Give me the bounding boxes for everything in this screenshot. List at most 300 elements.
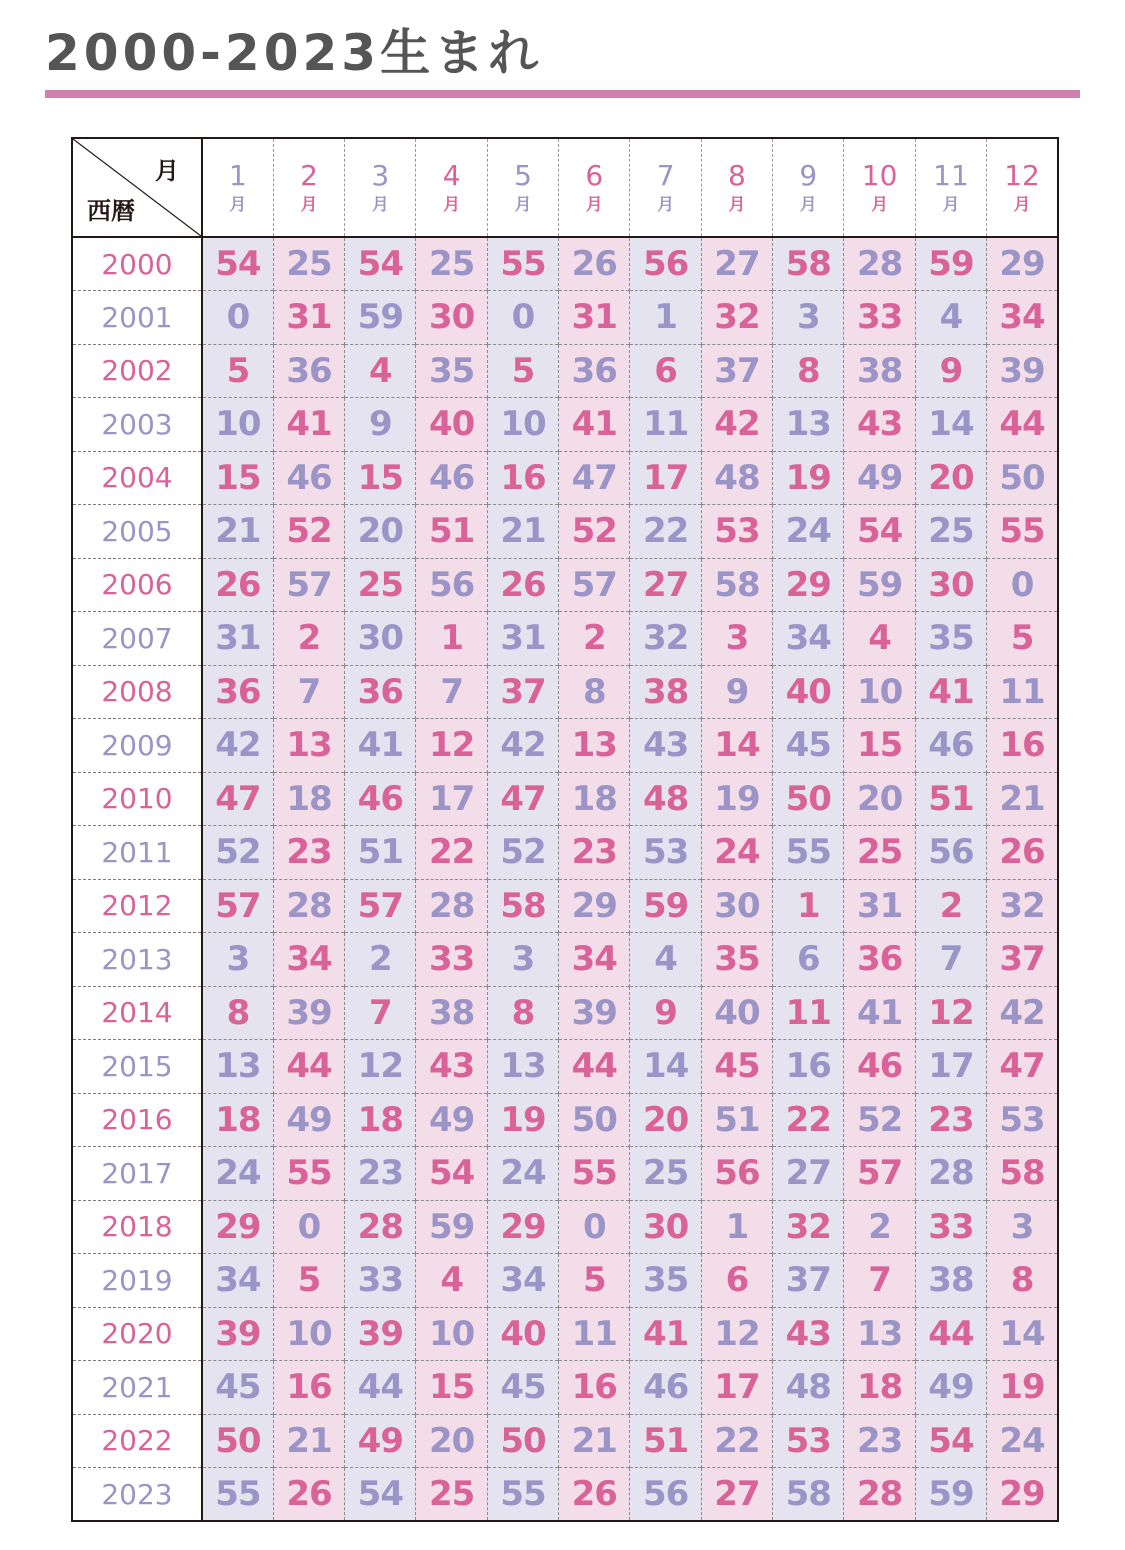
value-cell: 38: [844, 344, 915, 398]
value-cell: 42: [987, 986, 1058, 1040]
table-row: [72, 933, 1058, 987]
value-cell: 5: [987, 612, 1058, 666]
value-cell: 36: [273, 344, 344, 398]
value-cell: 41: [345, 719, 416, 773]
value-cell: 35: [630, 1254, 701, 1308]
title-underline: [45, 90, 1080, 98]
value-cell: 31: [487, 612, 558, 666]
value-cell: 57: [345, 879, 416, 933]
value-cell: 21: [487, 505, 558, 559]
value-cell: 13: [202, 1040, 273, 1094]
year-cell: 2009: [72, 719, 202, 773]
value-cell: 59: [416, 1200, 487, 1254]
value-cell: 59: [630, 879, 701, 933]
value-cell: 38: [416, 986, 487, 1040]
value-cell: 6: [630, 344, 701, 398]
value-cell: 27: [773, 1147, 844, 1201]
value-cell: 7: [844, 1254, 915, 1308]
value-cell: 23: [915, 1093, 986, 1147]
value-cell: 47: [559, 451, 630, 505]
value-cell: 46: [915, 719, 986, 773]
value-cell: 34: [773, 612, 844, 666]
month-header-9: [773, 138, 844, 237]
value-cell: 45: [701, 1040, 772, 1094]
value-cell: 57: [202, 879, 273, 933]
table-row: [72, 558, 1058, 612]
year-cell: 2005: [72, 505, 202, 559]
value-cell: 9: [915, 344, 986, 398]
value-cell: 44: [559, 1040, 630, 1094]
value-cell: 7: [273, 665, 344, 719]
value-cell: 27: [701, 237, 772, 291]
table-row: [72, 1468, 1058, 1522]
value-cell: 22: [773, 1093, 844, 1147]
value-cell: 56: [701, 1147, 772, 1201]
value-cell: 21: [987, 772, 1058, 826]
value-cell: 18: [273, 772, 344, 826]
value-cell: 14: [701, 719, 772, 773]
value-cell: 20: [345, 505, 416, 559]
value-cell: 6: [701, 1254, 772, 1308]
value-cell: 32: [987, 879, 1058, 933]
value-cell: 42: [701, 398, 772, 452]
month-header-10: [844, 138, 915, 237]
table-row: [72, 398, 1058, 452]
value-cell: 33: [844, 291, 915, 345]
value-cell: 25: [844, 826, 915, 880]
value-cell: 55: [487, 1468, 558, 1522]
value-cell: 11: [559, 1307, 630, 1361]
value-cell: 44: [345, 1361, 416, 1415]
value-cell: 47: [487, 772, 558, 826]
value-cell: 34: [487, 1254, 558, 1308]
value-cell: 1: [416, 612, 487, 666]
value-cell: 12: [416, 719, 487, 773]
value-cell: 4: [416, 1254, 487, 1308]
value-cell: 24: [701, 826, 772, 880]
month-header-5: [487, 138, 558, 237]
value-cell: 8: [559, 665, 630, 719]
value-cell: 4: [844, 612, 915, 666]
value-cell: 13: [487, 1040, 558, 1094]
value-cell: 31: [844, 879, 915, 933]
month-number: 2: [300, 158, 318, 192]
value-cell: 8: [773, 344, 844, 398]
header-row: [72, 138, 1058, 237]
value-cell: 41: [915, 665, 986, 719]
value-cell: 50: [202, 1414, 273, 1468]
value-cell: 51: [630, 1414, 701, 1468]
value-cell: 0: [202, 291, 273, 345]
value-cell: 16: [987, 719, 1058, 773]
value-cell: 39: [345, 1307, 416, 1361]
value-cell: 39: [987, 344, 1058, 398]
value-cell: 46: [345, 772, 416, 826]
table-row: [72, 1040, 1058, 1094]
value-cell: 37: [773, 1254, 844, 1308]
value-cell: 19: [773, 451, 844, 505]
value-cell: 45: [202, 1361, 273, 1415]
value-cell: 16: [773, 1040, 844, 1094]
value-cell: 40: [773, 665, 844, 719]
month-header-2: [273, 138, 344, 237]
value-cell: 28: [915, 1147, 986, 1201]
value-cell: 2: [273, 612, 344, 666]
value-cell: 40: [416, 398, 487, 452]
value-cell: 18: [559, 772, 630, 826]
table-row: [72, 826, 1058, 880]
value-cell: 51: [416, 505, 487, 559]
value-cell: 48: [773, 1361, 844, 1415]
value-cell: 32: [773, 1200, 844, 1254]
value-cell: 46: [273, 451, 344, 505]
year-cell: 2018: [72, 1200, 202, 1254]
table-row: [72, 1361, 1058, 1415]
value-cell: 23: [273, 826, 344, 880]
value-cell: 14: [987, 1307, 1058, 1361]
month-header-8: [701, 138, 772, 237]
value-cell: 0: [987, 558, 1058, 612]
value-cell: 31: [273, 291, 344, 345]
value-cell: 12: [345, 1040, 416, 1094]
month-unit: 月: [799, 194, 817, 215]
value-cell: 30: [416, 291, 487, 345]
value-cell: 9: [701, 665, 772, 719]
value-cell: 50: [559, 1093, 630, 1147]
month-unit: 月: [229, 194, 247, 215]
value-cell: 15: [844, 719, 915, 773]
year-cell: 2016: [72, 1093, 202, 1147]
value-cell: 56: [630, 237, 701, 291]
value-cell: 58: [773, 237, 844, 291]
table-row: [72, 1414, 1058, 1468]
value-cell: 26: [487, 558, 558, 612]
value-cell: 20: [416, 1414, 487, 1468]
value-cell: 49: [273, 1093, 344, 1147]
value-cell: 30: [701, 879, 772, 933]
value-cell: 54: [844, 505, 915, 559]
value-cell: 48: [630, 772, 701, 826]
value-cell: 39: [273, 986, 344, 1040]
value-cell: 46: [416, 451, 487, 505]
value-cell: 13: [844, 1307, 915, 1361]
table-row: [72, 1307, 1058, 1361]
value-cell: 2: [915, 879, 986, 933]
value-cell: 7: [915, 933, 986, 987]
value-cell: 23: [559, 826, 630, 880]
table-row: [72, 665, 1058, 719]
year-cell: 2017: [72, 1147, 202, 1201]
value-cell: 18: [345, 1093, 416, 1147]
value-cell: 24: [202, 1147, 273, 1201]
corner-cell: [72, 138, 202, 237]
month-number: 4: [442, 158, 461, 192]
table-row: [72, 719, 1058, 773]
value-cell: 55: [559, 1147, 630, 1201]
value-cell: 0: [273, 1200, 344, 1254]
value-cell: 56: [630, 1468, 701, 1522]
value-cell: 23: [844, 1414, 915, 1468]
year-cell: 2008: [72, 665, 202, 719]
value-cell: 2: [844, 1200, 915, 1254]
value-cell: 45: [487, 1361, 558, 1415]
value-cell: 42: [202, 719, 273, 773]
value-cell: 11: [987, 665, 1058, 719]
value-cell: 54: [345, 1468, 416, 1522]
value-cell: 52: [273, 505, 344, 559]
value-cell: 36: [345, 665, 416, 719]
value-cell: 5: [559, 1254, 630, 1308]
month-number: 3: [371, 158, 390, 192]
value-cell: 12: [915, 986, 986, 1040]
corner-month-label: 月: [155, 157, 179, 185]
value-cell: 55: [987, 505, 1058, 559]
value-cell: 22: [630, 505, 701, 559]
value-cell: 57: [844, 1147, 915, 1201]
value-cell: 16: [273, 1361, 344, 1415]
value-cell: 20: [915, 451, 986, 505]
value-cell: 3: [701, 612, 772, 666]
value-cell: 29: [773, 558, 844, 612]
month-header-1: [202, 138, 273, 237]
value-cell: 24: [773, 505, 844, 559]
value-cell: 21: [202, 505, 273, 559]
value-cell: 35: [416, 344, 487, 398]
month-number: 1: [229, 158, 247, 192]
value-cell: 35: [915, 612, 986, 666]
value-cell: 9: [630, 986, 701, 1040]
table-body: [72, 237, 1058, 1521]
value-cell: 41: [630, 1307, 701, 1361]
value-cell: 16: [559, 1361, 630, 1415]
page-title: 2000-2023生まれ: [45, 24, 543, 82]
value-cell: 36: [202, 665, 273, 719]
month-number: 9: [799, 158, 818, 192]
value-cell: 56: [416, 558, 487, 612]
value-cell: 37: [701, 344, 772, 398]
month-unit: 月: [585, 194, 603, 215]
value-cell: 50: [487, 1414, 558, 1468]
value-cell: 49: [915, 1361, 986, 1415]
month-header-7: [630, 138, 701, 237]
value-cell: 26: [559, 1468, 630, 1522]
value-cell: 30: [630, 1200, 701, 1254]
value-cell: 33: [915, 1200, 986, 1254]
value-cell: 5: [202, 344, 273, 398]
value-cell: 59: [844, 558, 915, 612]
month-number: 11: [933, 158, 969, 192]
value-cell: 31: [559, 291, 630, 345]
year-cell: 2002: [72, 344, 202, 398]
value-cell: 10: [202, 398, 273, 452]
year-cell: 2012: [72, 879, 202, 933]
value-cell: 4: [630, 933, 701, 987]
table-row: [72, 1254, 1058, 1308]
value-cell: 43: [630, 719, 701, 773]
value-cell: 0: [487, 291, 558, 345]
value-cell: 11: [773, 986, 844, 1040]
month-unit: 月: [514, 194, 532, 215]
year-cell: 2023: [72, 1468, 202, 1522]
value-cell: 8: [987, 1254, 1058, 1308]
value-cell: 30: [345, 612, 416, 666]
value-cell: 48: [701, 451, 772, 505]
value-cell: 50: [773, 772, 844, 826]
value-cell: 41: [273, 398, 344, 452]
year-cell: 2006: [72, 558, 202, 612]
table-row: [72, 451, 1058, 505]
value-cell: 0: [559, 1200, 630, 1254]
value-cell: 21: [273, 1414, 344, 1468]
value-cell: 34: [559, 933, 630, 987]
value-cell: 51: [915, 772, 986, 826]
month-unit: 月: [443, 194, 461, 215]
value-cell: 28: [273, 879, 344, 933]
value-cell: 51: [701, 1093, 772, 1147]
value-cell: 35: [701, 933, 772, 987]
value-cell: 4: [915, 291, 986, 345]
value-cell: 1: [701, 1200, 772, 1254]
value-cell: 17: [915, 1040, 986, 1094]
year-cell: 2003: [72, 398, 202, 452]
year-cell: 2000: [72, 237, 202, 291]
value-cell: 16: [487, 451, 558, 505]
value-cell: 28: [844, 1468, 915, 1522]
month-number: 8: [728, 158, 746, 192]
value-cell: 25: [630, 1147, 701, 1201]
table-row: [72, 237, 1058, 291]
value-cell: 59: [915, 237, 986, 291]
value-cell: 46: [844, 1040, 915, 1094]
value-cell: 26: [559, 237, 630, 291]
value-cell: 52: [559, 505, 630, 559]
month-unit: 月: [657, 194, 675, 215]
value-cell: 5: [487, 344, 558, 398]
month-header-3: [345, 138, 416, 237]
value-cell: 44: [987, 398, 1058, 452]
value-cell: 55: [202, 1468, 273, 1522]
value-cell: 36: [559, 344, 630, 398]
value-cell: 20: [844, 772, 915, 826]
value-cell: 44: [915, 1307, 986, 1361]
value-cell: 13: [773, 398, 844, 452]
value-cell: 55: [273, 1147, 344, 1201]
value-cell: 3: [987, 1200, 1058, 1254]
value-cell: 47: [987, 1040, 1058, 1094]
value-cell: 29: [487, 1200, 558, 1254]
month-header-11: [915, 138, 986, 237]
year-cell: 2011: [72, 826, 202, 880]
month-number: 12: [1004, 158, 1040, 192]
table-row: [72, 1093, 1058, 1147]
month-header-4: [416, 138, 487, 237]
value-cell: 46: [630, 1361, 701, 1415]
birth-table: [71, 137, 1059, 1522]
value-cell: 28: [345, 1200, 416, 1254]
value-cell: 55: [773, 826, 844, 880]
value-cell: 34: [273, 933, 344, 987]
value-cell: 23: [345, 1147, 416, 1201]
value-cell: 53: [701, 505, 772, 559]
month-number: 10: [861, 158, 898, 192]
value-cell: 53: [987, 1093, 1058, 1147]
value-cell: 15: [416, 1361, 487, 1415]
value-cell: 53: [773, 1414, 844, 1468]
value-cell: 50: [987, 451, 1058, 505]
value-cell: 24: [987, 1414, 1058, 1468]
month-number: 6: [585, 158, 604, 192]
table-row: [72, 1147, 1058, 1201]
month-unit: 月: [728, 194, 746, 215]
value-cell: 9: [345, 398, 416, 452]
value-cell: 22: [416, 826, 487, 880]
value-cell: 19: [701, 772, 772, 826]
year-cell: 2010: [72, 772, 202, 826]
month-unit: 月: [300, 194, 318, 215]
value-cell: 38: [630, 665, 701, 719]
table-row: [72, 986, 1058, 1040]
value-cell: 44: [273, 1040, 344, 1094]
value-cell: 3: [487, 933, 558, 987]
value-cell: 29: [559, 879, 630, 933]
value-cell: 3: [773, 291, 844, 345]
table-row: [72, 1200, 1058, 1254]
value-cell: 26: [987, 826, 1058, 880]
value-cell: 39: [559, 986, 630, 1040]
value-cell: 1: [630, 291, 701, 345]
month-number: 5: [514, 158, 532, 192]
value-cell: 15: [202, 451, 273, 505]
corner-year-label: 西暦: [87, 197, 135, 225]
value-cell: 45: [773, 719, 844, 773]
value-cell: 17: [630, 451, 701, 505]
value-cell: 5: [273, 1254, 344, 1308]
value-cell: 10: [416, 1307, 487, 1361]
value-cell: 29: [202, 1200, 273, 1254]
value-cell: 12: [701, 1307, 772, 1361]
value-cell: 10: [273, 1307, 344, 1361]
value-cell: 27: [701, 1468, 772, 1522]
value-cell: 41: [559, 398, 630, 452]
value-cell: 25: [915, 505, 986, 559]
value-cell: 2: [345, 933, 416, 987]
month-unit: 月: [942, 194, 960, 215]
value-cell: 18: [202, 1093, 273, 1147]
value-cell: 19: [487, 1093, 558, 1147]
year-cell: 2001: [72, 291, 202, 345]
table-row: [72, 505, 1058, 559]
value-cell: 8: [202, 986, 273, 1040]
value-cell: 34: [987, 291, 1058, 345]
value-cell: 27: [630, 558, 701, 612]
value-cell: 3: [202, 933, 273, 987]
value-cell: 52: [487, 826, 558, 880]
value-cell: 56: [915, 826, 986, 880]
value-cell: 53: [630, 826, 701, 880]
value-cell: 55: [487, 237, 558, 291]
value-cell: 7: [416, 665, 487, 719]
value-cell: 34: [202, 1254, 273, 1308]
value-cell: 33: [416, 933, 487, 987]
value-cell: 17: [416, 772, 487, 826]
table-row: [72, 344, 1058, 398]
value-cell: 20: [630, 1093, 701, 1147]
value-cell: 59: [915, 1468, 986, 1522]
value-cell: 54: [416, 1147, 487, 1201]
table-row: [72, 291, 1058, 345]
value-cell: 8: [487, 986, 558, 1040]
value-cell: 39: [202, 1307, 273, 1361]
